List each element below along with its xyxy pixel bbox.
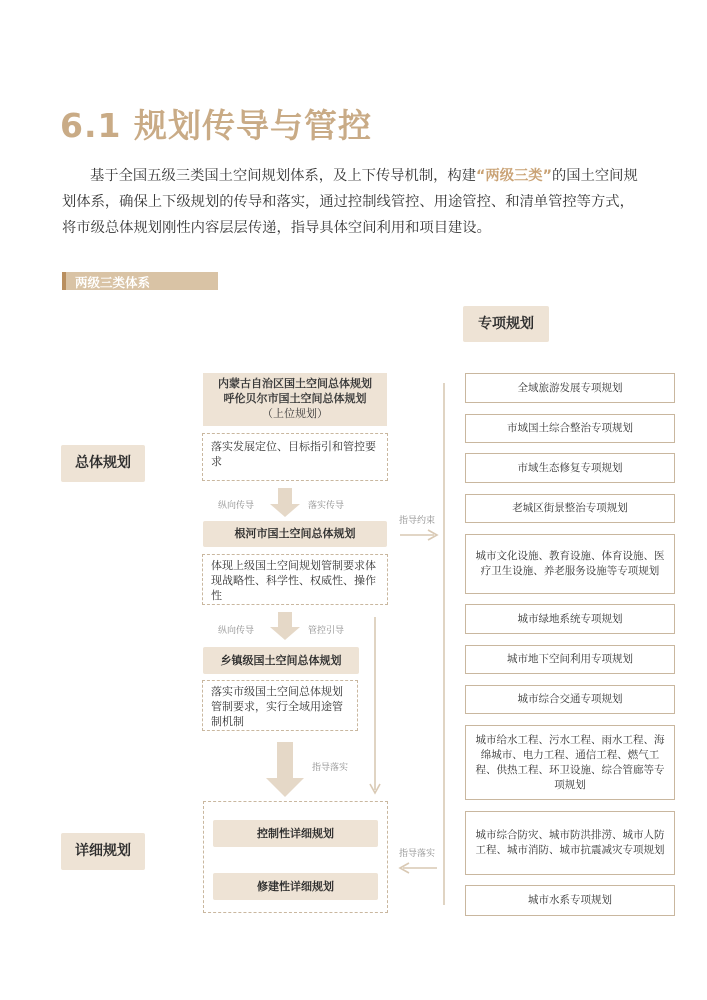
label-guide-implement-h: 指导落实 — [399, 849, 436, 859]
overall-plan-tag: 总体规划 — [61, 445, 145, 482]
upper-plan-line3: （上位规划） — [262, 407, 328, 420]
down-arrow-1 — [270, 488, 300, 517]
label-implement-1: 落实传导 — [308, 501, 345, 511]
special-plan-item: 城市综合交通专项规划 — [465, 685, 675, 714]
special-plan-item: 市域生态修复专项规划 — [465, 453, 675, 483]
intro-text-2: 的国土空间规划体系，确保上下级规划的传导和落实，通过控制线管控、用途管控、和清单管控等方式，将市级总体规划刚性内容层层传递，指导具体空间利用和项目建设。 — [62, 168, 638, 236]
down-arrow-3 — [266, 742, 304, 797]
control-detail-plan: 控制性详细规划 — [213, 820, 378, 847]
construct-detail-plan: 修建性详细规划 — [213, 873, 378, 900]
town-plan-box: 乡镇级国土空间总体规划 — [203, 647, 359, 674]
upper-plan-line2: 呼伦贝尔市国土空间总体规划 — [223, 392, 367, 405]
town-plan-note: 落实市级国土空间总体规划管制要求，实行全域用途管制机制 — [202, 680, 358, 731]
special-plan-item: 城市给水工程、污水工程、雨水工程、海绵城市、电力工程、通信工程、燃气工程、供热工程、环卫设施、综合管廊等专项规划 — [465, 725, 675, 800]
special-plan-item: 市域国土综合整治专项规划 — [465, 414, 675, 443]
label-control-guide: 管控引导 — [308, 626, 345, 636]
special-plan-item: 老城区街景整治专项规划 — [465, 494, 675, 523]
special-plan-item: 城市综合防灾、城市防洪排涝、城市人防工程、城市消防、城市抗震减灾专项规划 — [465, 811, 675, 875]
upper-plan-box — [203, 373, 387, 426]
city-plan-note: 体现上级国土空间规划管制要求体现战略性、科学性、权威性、操作性 — [202, 554, 388, 605]
special-plan-title: 专项规划 — [463, 306, 549, 342]
special-plan-item: 城市文化设施、教育设施、体育设施、医疗卫生设施、养老服务设施等专项规划 — [465, 534, 675, 594]
detail-plan-tag: 详细规划 — [61, 833, 145, 870]
special-plan-item: 城市水系专项规划 — [465, 885, 675, 916]
upper-plan-line1: 内蒙古自治区国土空间总体规划 — [218, 377, 372, 390]
down-arrow-2 — [270, 612, 300, 640]
label-vertical-1: 纵向传导 — [218, 501, 255, 511]
upper-plan-note: 落实发展定位、目标指引和管控要求 — [202, 433, 388, 481]
special-plan-item: 全域旅游发展专项规划 — [465, 373, 675, 403]
page-title: 6.1 规划传导与管控 — [60, 106, 372, 145]
special-plan-item: 城市地下空间利用专项规划 — [465, 645, 675, 674]
city-plan-box: 根河市国土空间总体规划 — [203, 521, 387, 547]
label-guide-implement-v: 指导落实 — [312, 763, 349, 773]
section-label-text: 两级三类体系 — [75, 275, 151, 290]
special-plan-item: 城市绿地系统专项规划 — [465, 604, 675, 634]
intro-highlight: “两级三类” — [476, 168, 552, 184]
label-vertical-2: 纵向传导 — [218, 626, 255, 636]
intro-text-1: 基于全国五级三类国土空间规划体系，及上下传导机制，构建 — [90, 168, 477, 184]
label-guide-constrain: 指导约束 — [399, 516, 436, 526]
